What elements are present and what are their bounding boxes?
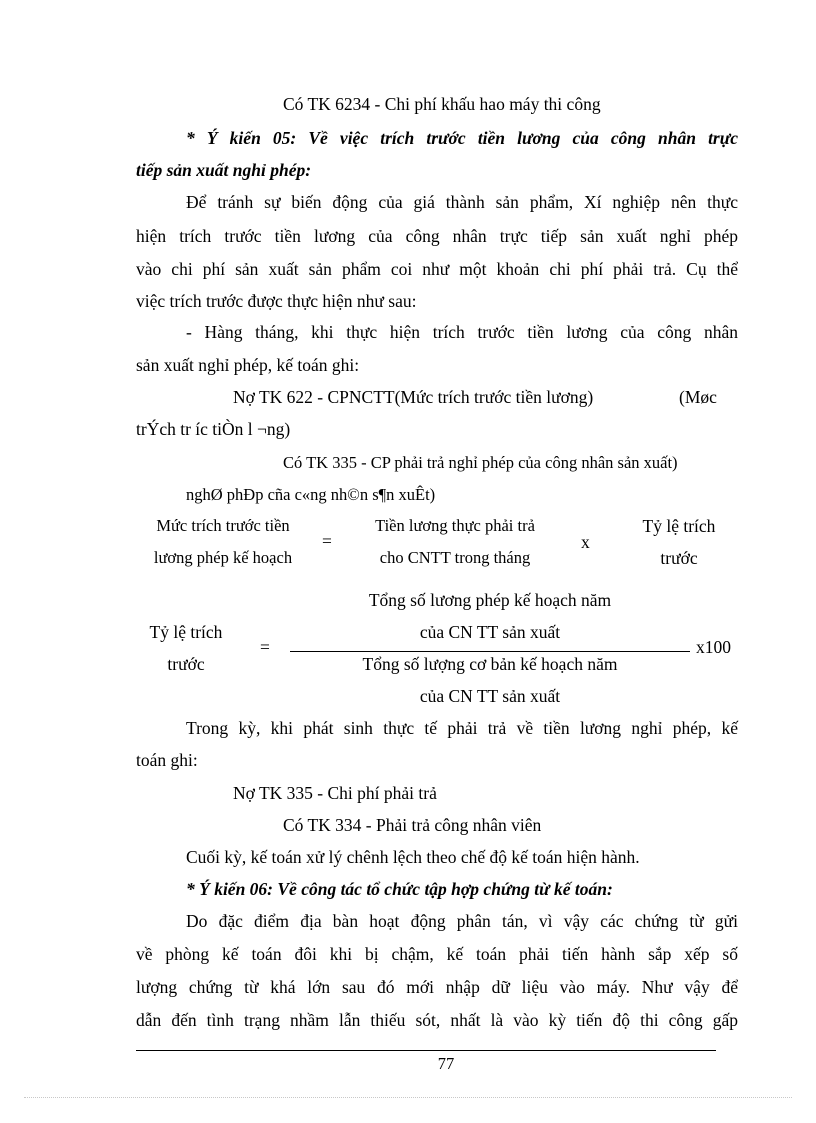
formula-2-denominator-line-2: của CN TT sản xuất — [419, 686, 561, 706]
formula-1-rhs-line-1: Tỷ lệ trích — [642, 516, 716, 536]
paragraph-4: Cuối kỳ, kế toán xử lý chênh lệch theo chế độ kế toán hiện hành. — [186, 847, 640, 867]
footer-rule — [136, 1050, 716, 1051]
page-edge-dotted-line — [24, 1097, 792, 1098]
garbled-line-1: trÝch tr íc tiÒn l ¬ng) — [136, 419, 291, 439]
formula-1-times: x — [581, 532, 590, 552]
formula-1-lhs-line-1: Mức trích trước tiền — [156, 516, 290, 535]
formula-2-fraction-bar — [290, 651, 690, 652]
entry-no-622: Nợ TK 622 - CPNCTT(Mức trích trước tiền lương) — [233, 387, 594, 407]
paragraph-1-line-1: Để tránh sự biến động của giá thành sản phẩm, Xí nghiệp nên thực — [186, 192, 738, 212]
formula-1-middle-line-2: cho CNTT trong tháng — [379, 548, 531, 567]
paragraph-2-line-1: - Hàng tháng, khi thực hiện trích trước tiền lương của công nhân — [186, 322, 738, 342]
formula-2-multiplier: x100 — [696, 637, 731, 657]
heading-opinion-05: * Ý kiến 05: Về việc trích trước tiền lương của công nhân trực — [186, 128, 738, 148]
formula-2-equals: = — [260, 637, 270, 657]
formula-2-denominator-line-1: Tổng số lượng cơ bản kế hoạch năm — [362, 654, 618, 674]
paragraph-5-line-3: lượng chứng từ khá lớn sau đó mới nhập dữ liệu vào máy. Như vậy để — [136, 977, 738, 997]
paragraph-5-line-2: về phòng kế toán đôi khi bị chậm, kế toán phải tiến hành sắp xếp số — [136, 944, 738, 964]
entry-co-335: Có TK 335 - CP phải trả nghỉ phép của công nhân sản xuất) — [283, 453, 678, 472]
garbled-line-2: nghØ phÐp cña c«ng nh©n s¶n xuÊt) — [186, 485, 436, 504]
formula-2-numerator-line-1: Tổng số lương phép kế hoạch năm — [368, 590, 612, 610]
paragraph-1-line-2: hiện trích trước tiền lương của công nhân trực tiếp sản xuất nghỉ phép — [136, 226, 738, 246]
paragraph-5-line-4: dẫn đến tình trạng nhầm lẫn thiếu sót, nhất là vào kỳ tiến độ thi công gấp — [136, 1010, 738, 1030]
formula-1-rhs-line-2: trước — [660, 548, 698, 568]
entry-co-334: Có TK 334 - Phải trả công nhân viên — [283, 815, 542, 835]
formula-2-numerator-line-2: của CN TT sản xuất — [419, 622, 561, 642]
paragraph-1-line-4: việc trích trước được thực hiện như sau: — [136, 291, 417, 311]
entry-no-622-garbled: (Møc — [679, 387, 717, 407]
entry-no-335: Nợ TK 335 - Chi phí phải trả — [233, 783, 437, 803]
formula-1-equals: = — [322, 531, 332, 551]
paragraph-3-line-1: Trong kỳ, khi phát sinh thực tế phải trả về tiền lương nghỉ phép, kế — [186, 718, 738, 738]
formula-1-middle-line-1: Tiền lương thực phải trả — [375, 516, 535, 535]
formula-2-lhs-line-2: trước — [167, 654, 205, 674]
paragraph-5-line-1: Do đặc điểm địa bàn hoạt động phân tán, vì vậy các chứng từ gửi — [186, 911, 738, 931]
page-number: 77 — [437, 1054, 455, 1073]
formula-1-lhs-line-2: lương phép kế hoạch — [153, 548, 293, 567]
entry-co-6234: Có TK 6234 - Chi phí khấu hao máy thi công — [283, 94, 601, 114]
paragraph-2-line-2: sản xuất nghỉ phép, kế toán ghi: — [136, 355, 360, 375]
heading-opinion-05-cont: tiếp sản xuất nghỉ phép: — [136, 160, 312, 180]
paragraph-1-line-3: vào chi phí sản xuất sản phẩm coi như một khoản chi phí phải trả. Cụ thể — [136, 259, 738, 279]
paragraph-3-line-2: toán ghi: — [136, 750, 198, 770]
heading-opinion-06: * Ý kiến 06: Về công tác tổ chức tập hợp chứng từ kế toán: — [186, 879, 613, 899]
formula-2-lhs-line-1: Tỷ lệ trích — [149, 622, 223, 642]
